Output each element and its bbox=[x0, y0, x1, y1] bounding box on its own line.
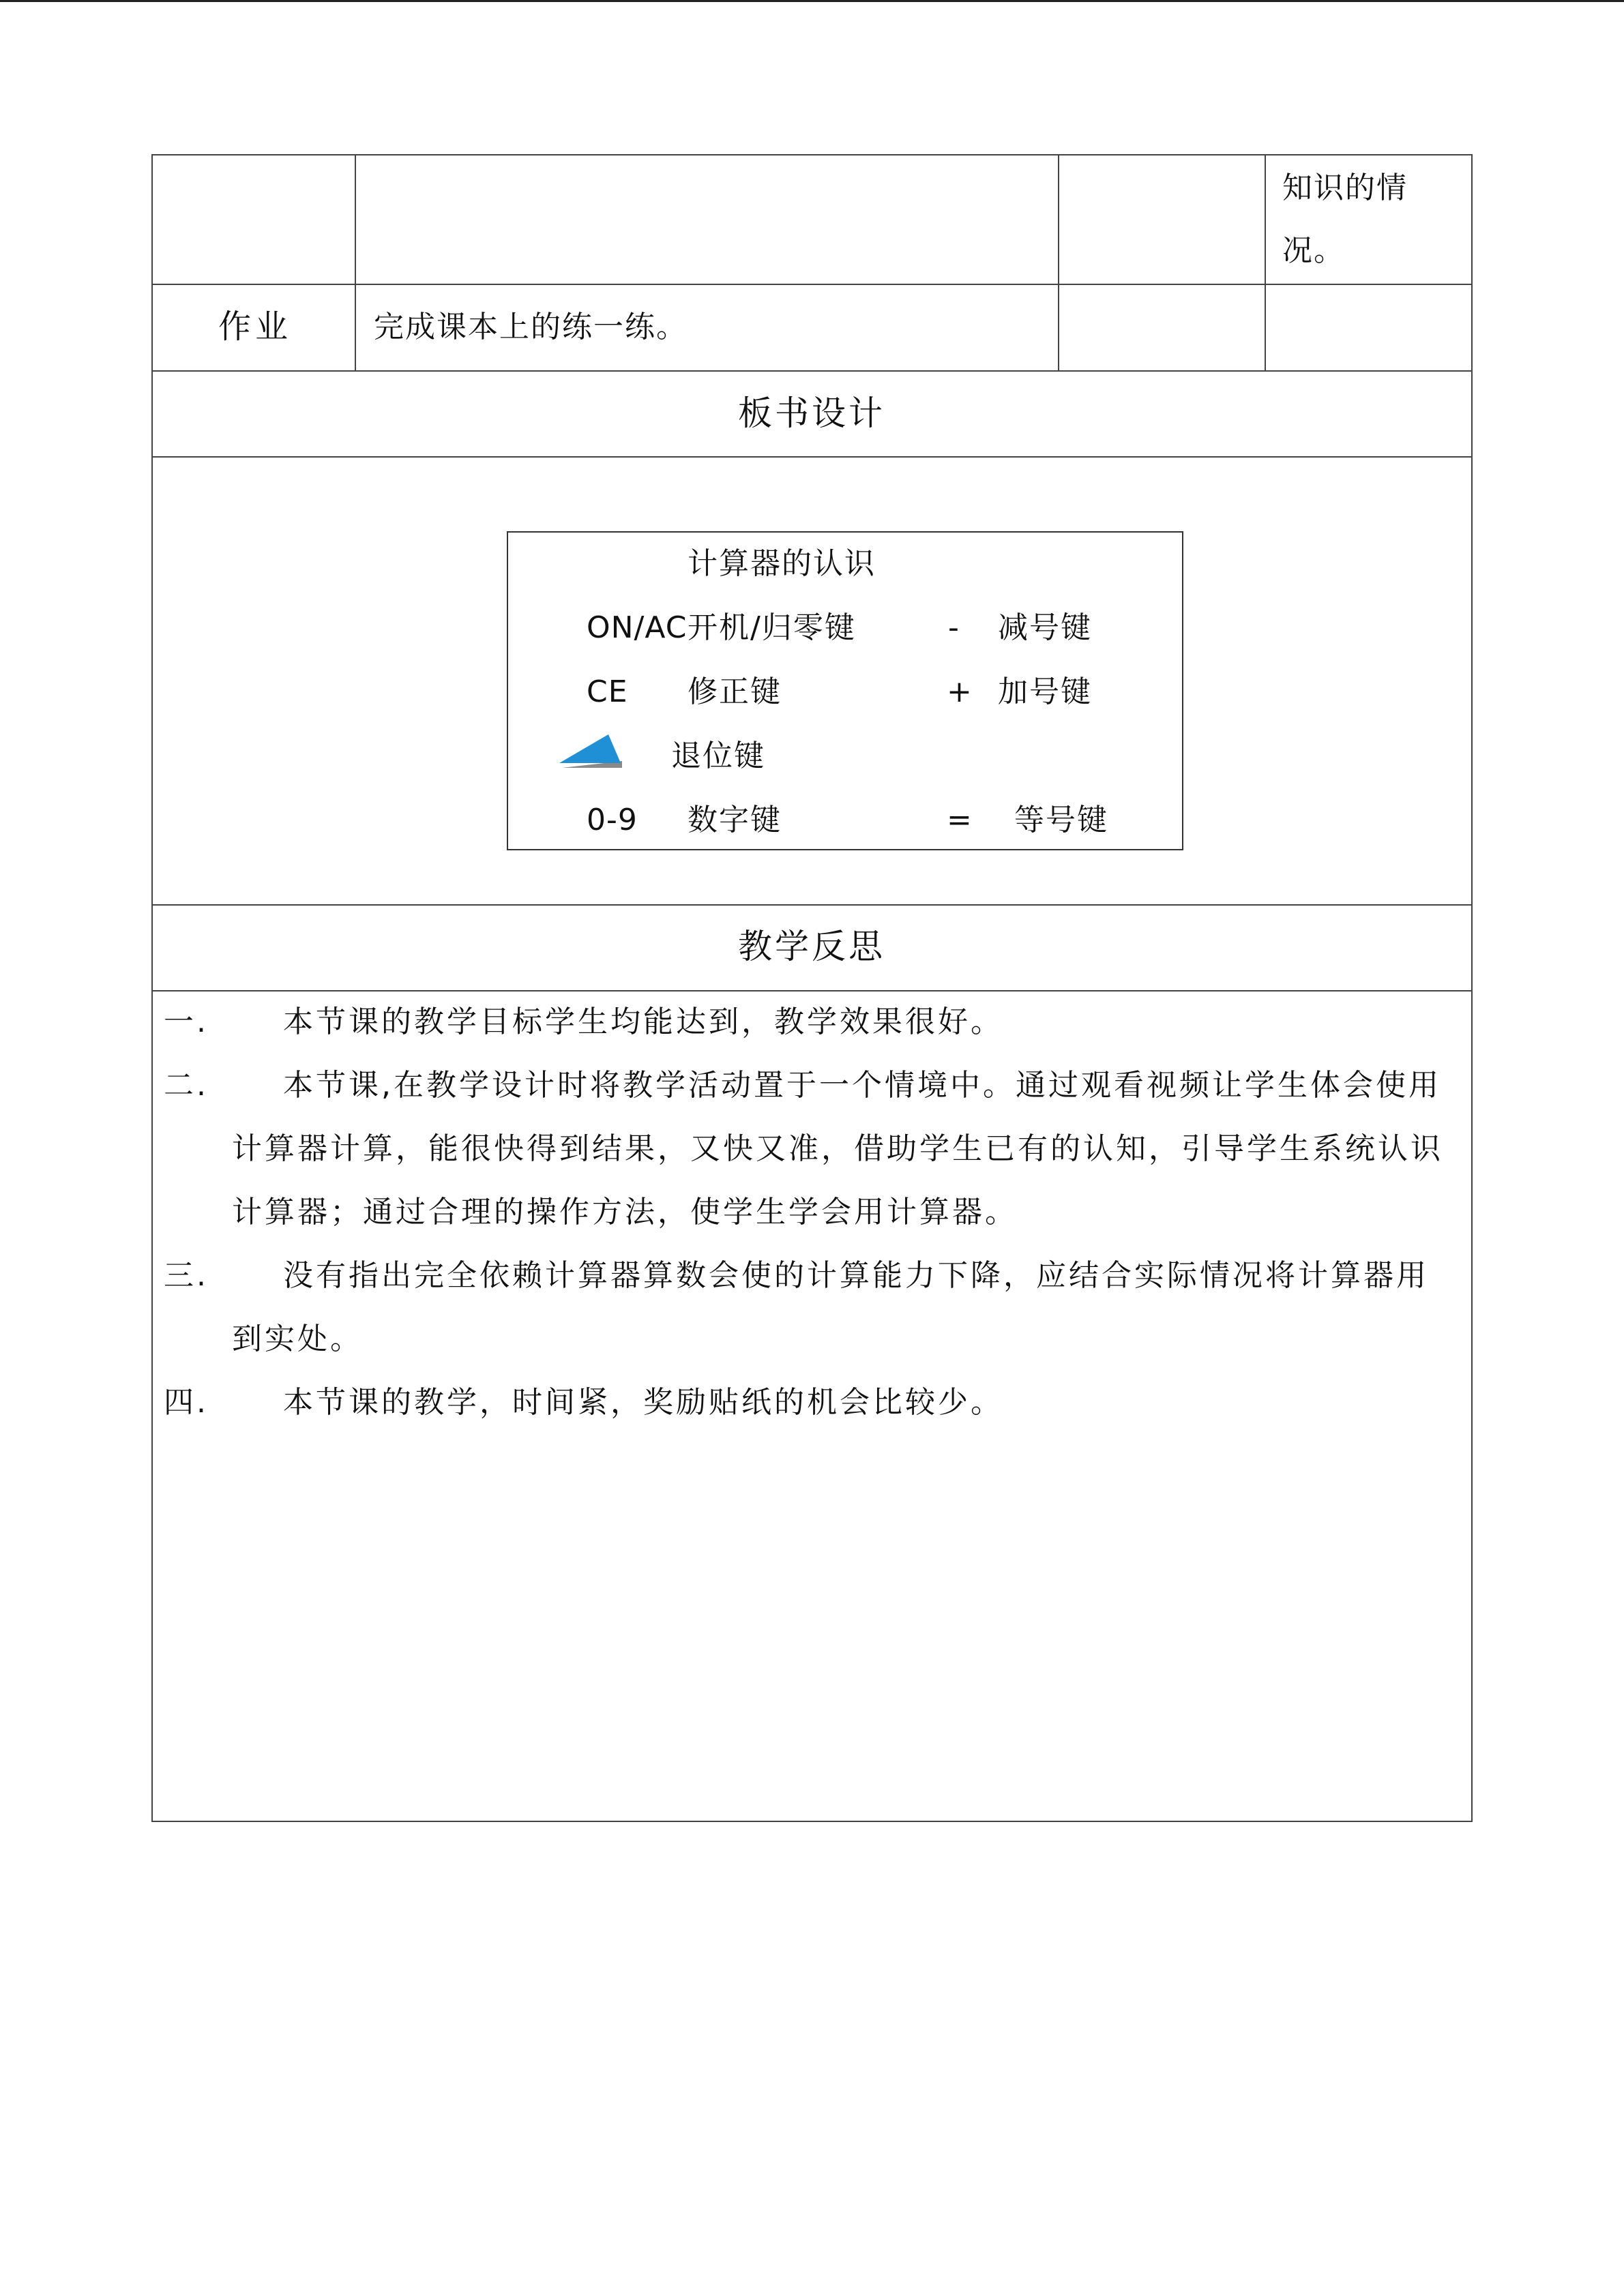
table-line bbox=[1471, 154, 1473, 1822]
reflection-line: 本节课的教学，时间紧，奖励贴纸的机会比较少。 bbox=[283, 1385, 1003, 1420]
board-desc-digits: 数字键 bbox=[688, 803, 782, 837]
backspace-icon bbox=[558, 732, 630, 769]
board-key-onac: ON/AC bbox=[587, 610, 688, 645]
reflection-line: 本节课,在教学设计时将教学活动置于一个情境中。通过观看视频让学生体会使用 bbox=[283, 1068, 1441, 1103]
table-line bbox=[151, 370, 1473, 372]
table-line bbox=[355, 154, 356, 372]
table-line bbox=[1058, 154, 1059, 372]
reflection-num-2: 二. bbox=[164, 1068, 209, 1103]
board-title: 计算器的认识 bbox=[688, 546, 876, 581]
table-line bbox=[151, 904, 1473, 906]
reflection-item-4 bbox=[164, 1371, 1446, 1434]
reflection-num-1: 一. bbox=[164, 1004, 209, 1039]
board-design-title: 板书设计 bbox=[738, 393, 885, 433]
reflection-item-2 bbox=[164, 1054, 1446, 1244]
table-line bbox=[151, 154, 153, 1822]
board-key-equals: = bbox=[947, 803, 973, 837]
homework-content: 完成课本上的练一练。 bbox=[374, 310, 688, 344]
board-desc-minus: 减号键 bbox=[998, 610, 1092, 645]
row1-note-line2: 况。 bbox=[1282, 233, 1345, 268]
board-key-ce: CE bbox=[587, 674, 628, 709]
reflection-line: 计算器计算，能很快得到结果，又快又准，借助学生已有的认知，引导学生系统认识 bbox=[232, 1131, 1443, 1166]
board-desc-ce: 修正键 bbox=[688, 674, 782, 709]
reflection-line: 到实处。 bbox=[232, 1322, 363, 1356]
backspace-icon-fill bbox=[559, 734, 621, 763]
table-line bbox=[151, 284, 1473, 285]
homework-label: 作业 bbox=[218, 308, 293, 346]
row1-note-line1: 知识的情 bbox=[1282, 170, 1408, 205]
board-key-plus: + bbox=[947, 674, 973, 709]
reflection-num-3: 三. bbox=[164, 1258, 209, 1293]
page-top-border bbox=[0, 0, 1624, 2]
table-line bbox=[151, 456, 1473, 458]
board-desc-plus: 加号键 bbox=[998, 674, 1092, 709]
table-line bbox=[1265, 154, 1266, 372]
reflection-line: 本节课的教学目标学生均能达到，教学效果很好。 bbox=[283, 1004, 1003, 1039]
reflection-line: 没有指出完全依赖计算器算数会使的计算能力下降，应结合实际情况将计算器用 bbox=[283, 1258, 1429, 1293]
reflection-item-3 bbox=[164, 1244, 1446, 1371]
table-line bbox=[151, 1821, 1473, 1822]
board-key-digits: 0-9 bbox=[587, 803, 638, 837]
reflection-num-4: 四. bbox=[164, 1385, 209, 1420]
board-desc-backspace: 退位键 bbox=[671, 739, 765, 773]
board-desc-onac: 开机/归零键 bbox=[688, 610, 856, 645]
board-desc-equals: 等号键 bbox=[1014, 803, 1108, 837]
board-key-minus: - bbox=[948, 610, 960, 645]
reflection-title: 教学反思 bbox=[738, 927, 885, 966]
table-line bbox=[151, 154, 1473, 155]
reflection-line: 计算器；通过合理的操作方法，使学生学会用计算器。 bbox=[232, 1195, 1018, 1229]
reflection-item-1 bbox=[164, 990, 1446, 1054]
